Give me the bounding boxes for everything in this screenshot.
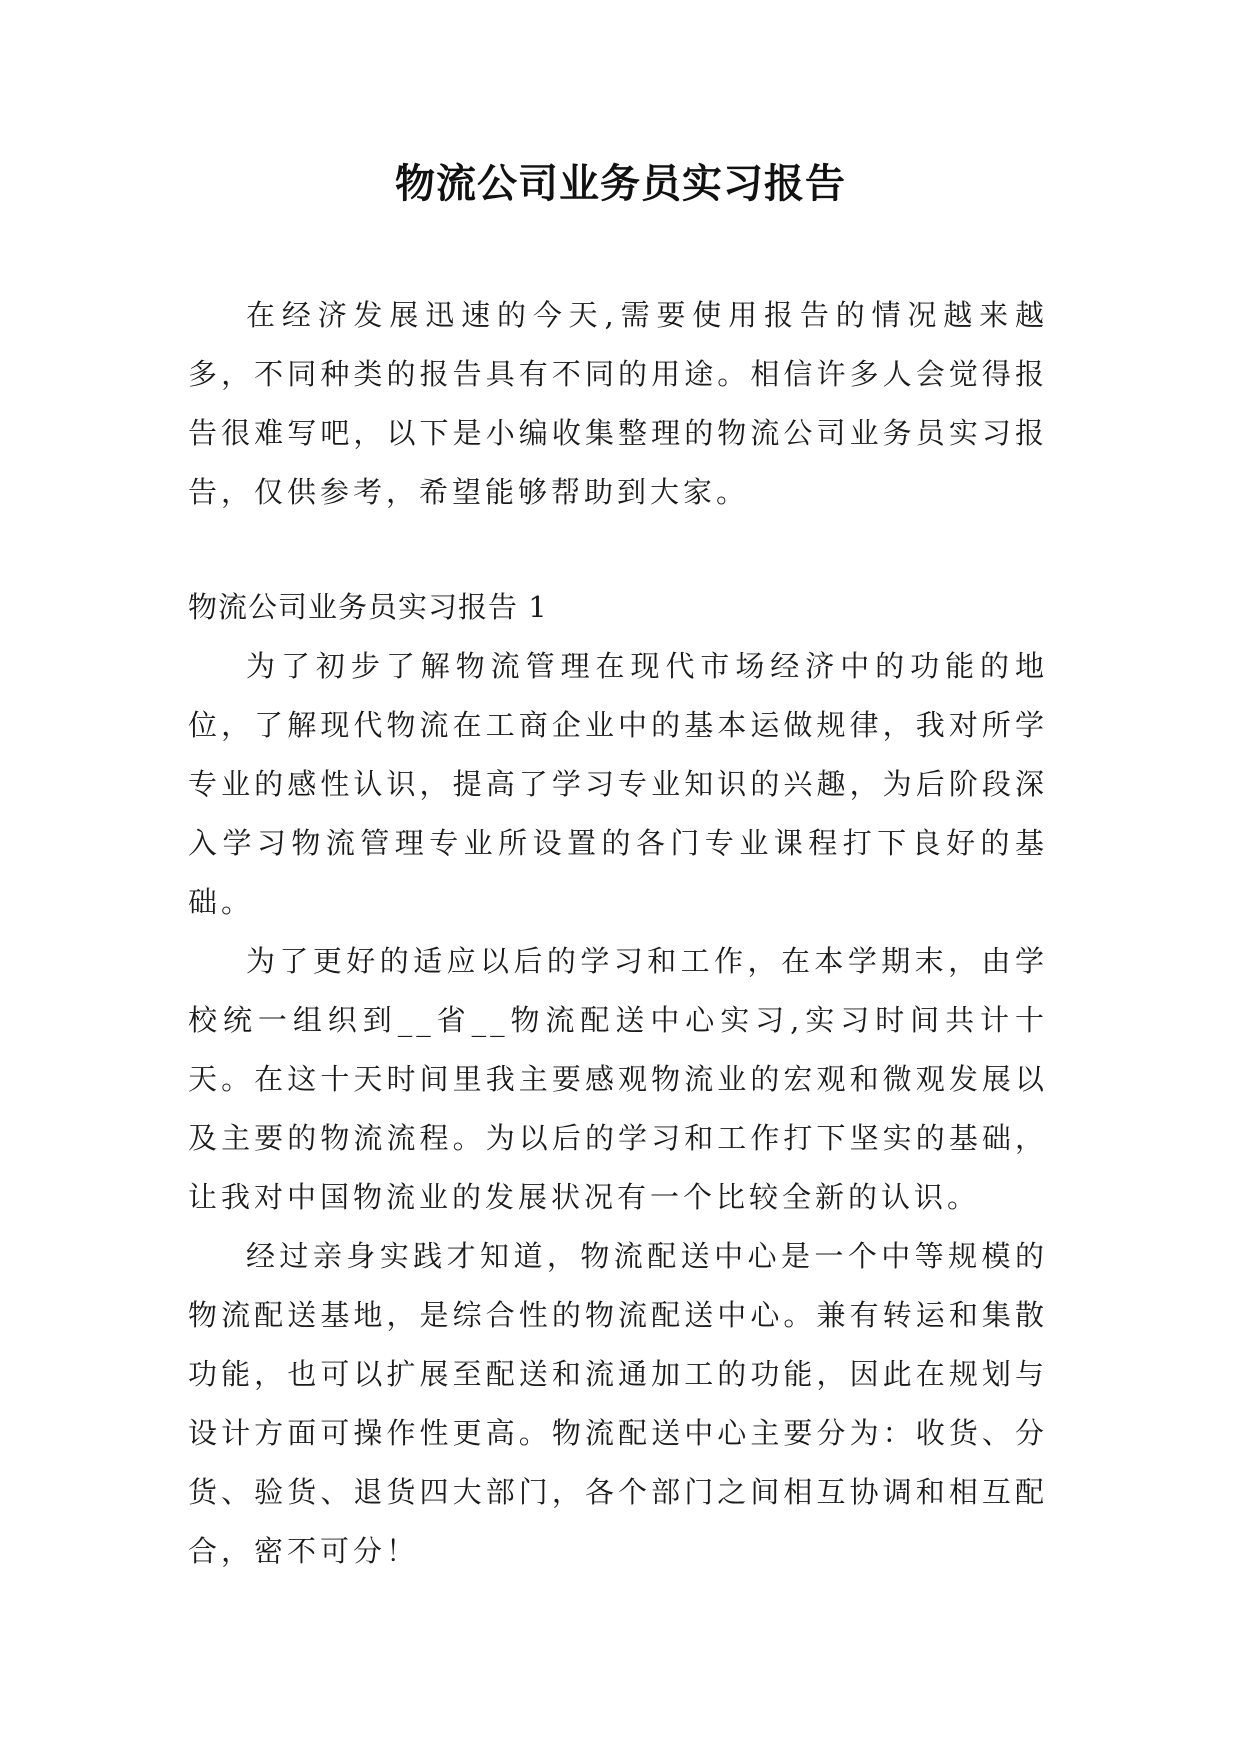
body-paragraph-3: 经过亲身实践才知道，物流配送中心是一个中等规模的物流配送基地，是综合性的物流配送中心。兼有转运和集散功能，也可以扩展至配送和流通加工的功能，因此在规划与设计方面可操作性更高。物流配送中心主要分为：收货、分货、验货、退货四大部门，各个部门之间相互协调和相互配合，密不可分！ [188,1239,1048,1568]
document-body [188,286,1048,1581]
body-paragraph-2: 为了更好的适应以后的学习和工作，在本学期末，由学校统一组织到__省__物流配送中心实习,实习时间共计十天。在这十天时间里我主要感观物流业的宏观和微观发展以及主要的物流流程。为以后的学习和工作打下坚实的基础，让我对中国物流业的发展状况有一个比较全新的认识。 [188,944,1048,1214]
intro-paragraph: 在经济发展迅速的今天,需要使用报告的情况越来越多，不同种类的报告具有不同的用途。相信许多人会觉得报告很难写吧，以下是小编收集整理的物流公司业务员实习报告，仅供参考，希望能够帮助到大家。 [188,298,1048,509]
section-heading: 物流公司业务员实习报告 1 [188,590,548,624]
document-title: 物流公司业务员实习报告 [395,160,846,207]
body-paragraph-1: 为了初步了解物流管理在现代市场经济中的功能的地位，了解现代物流在工商企业中的基本运做规律，我对所学专业的感性认识，提高了学习专业知识的兴趣，为后阶段深入学习物流管理专业所设置的各门专业课程打下良好的基础。 [188,649,1048,919]
